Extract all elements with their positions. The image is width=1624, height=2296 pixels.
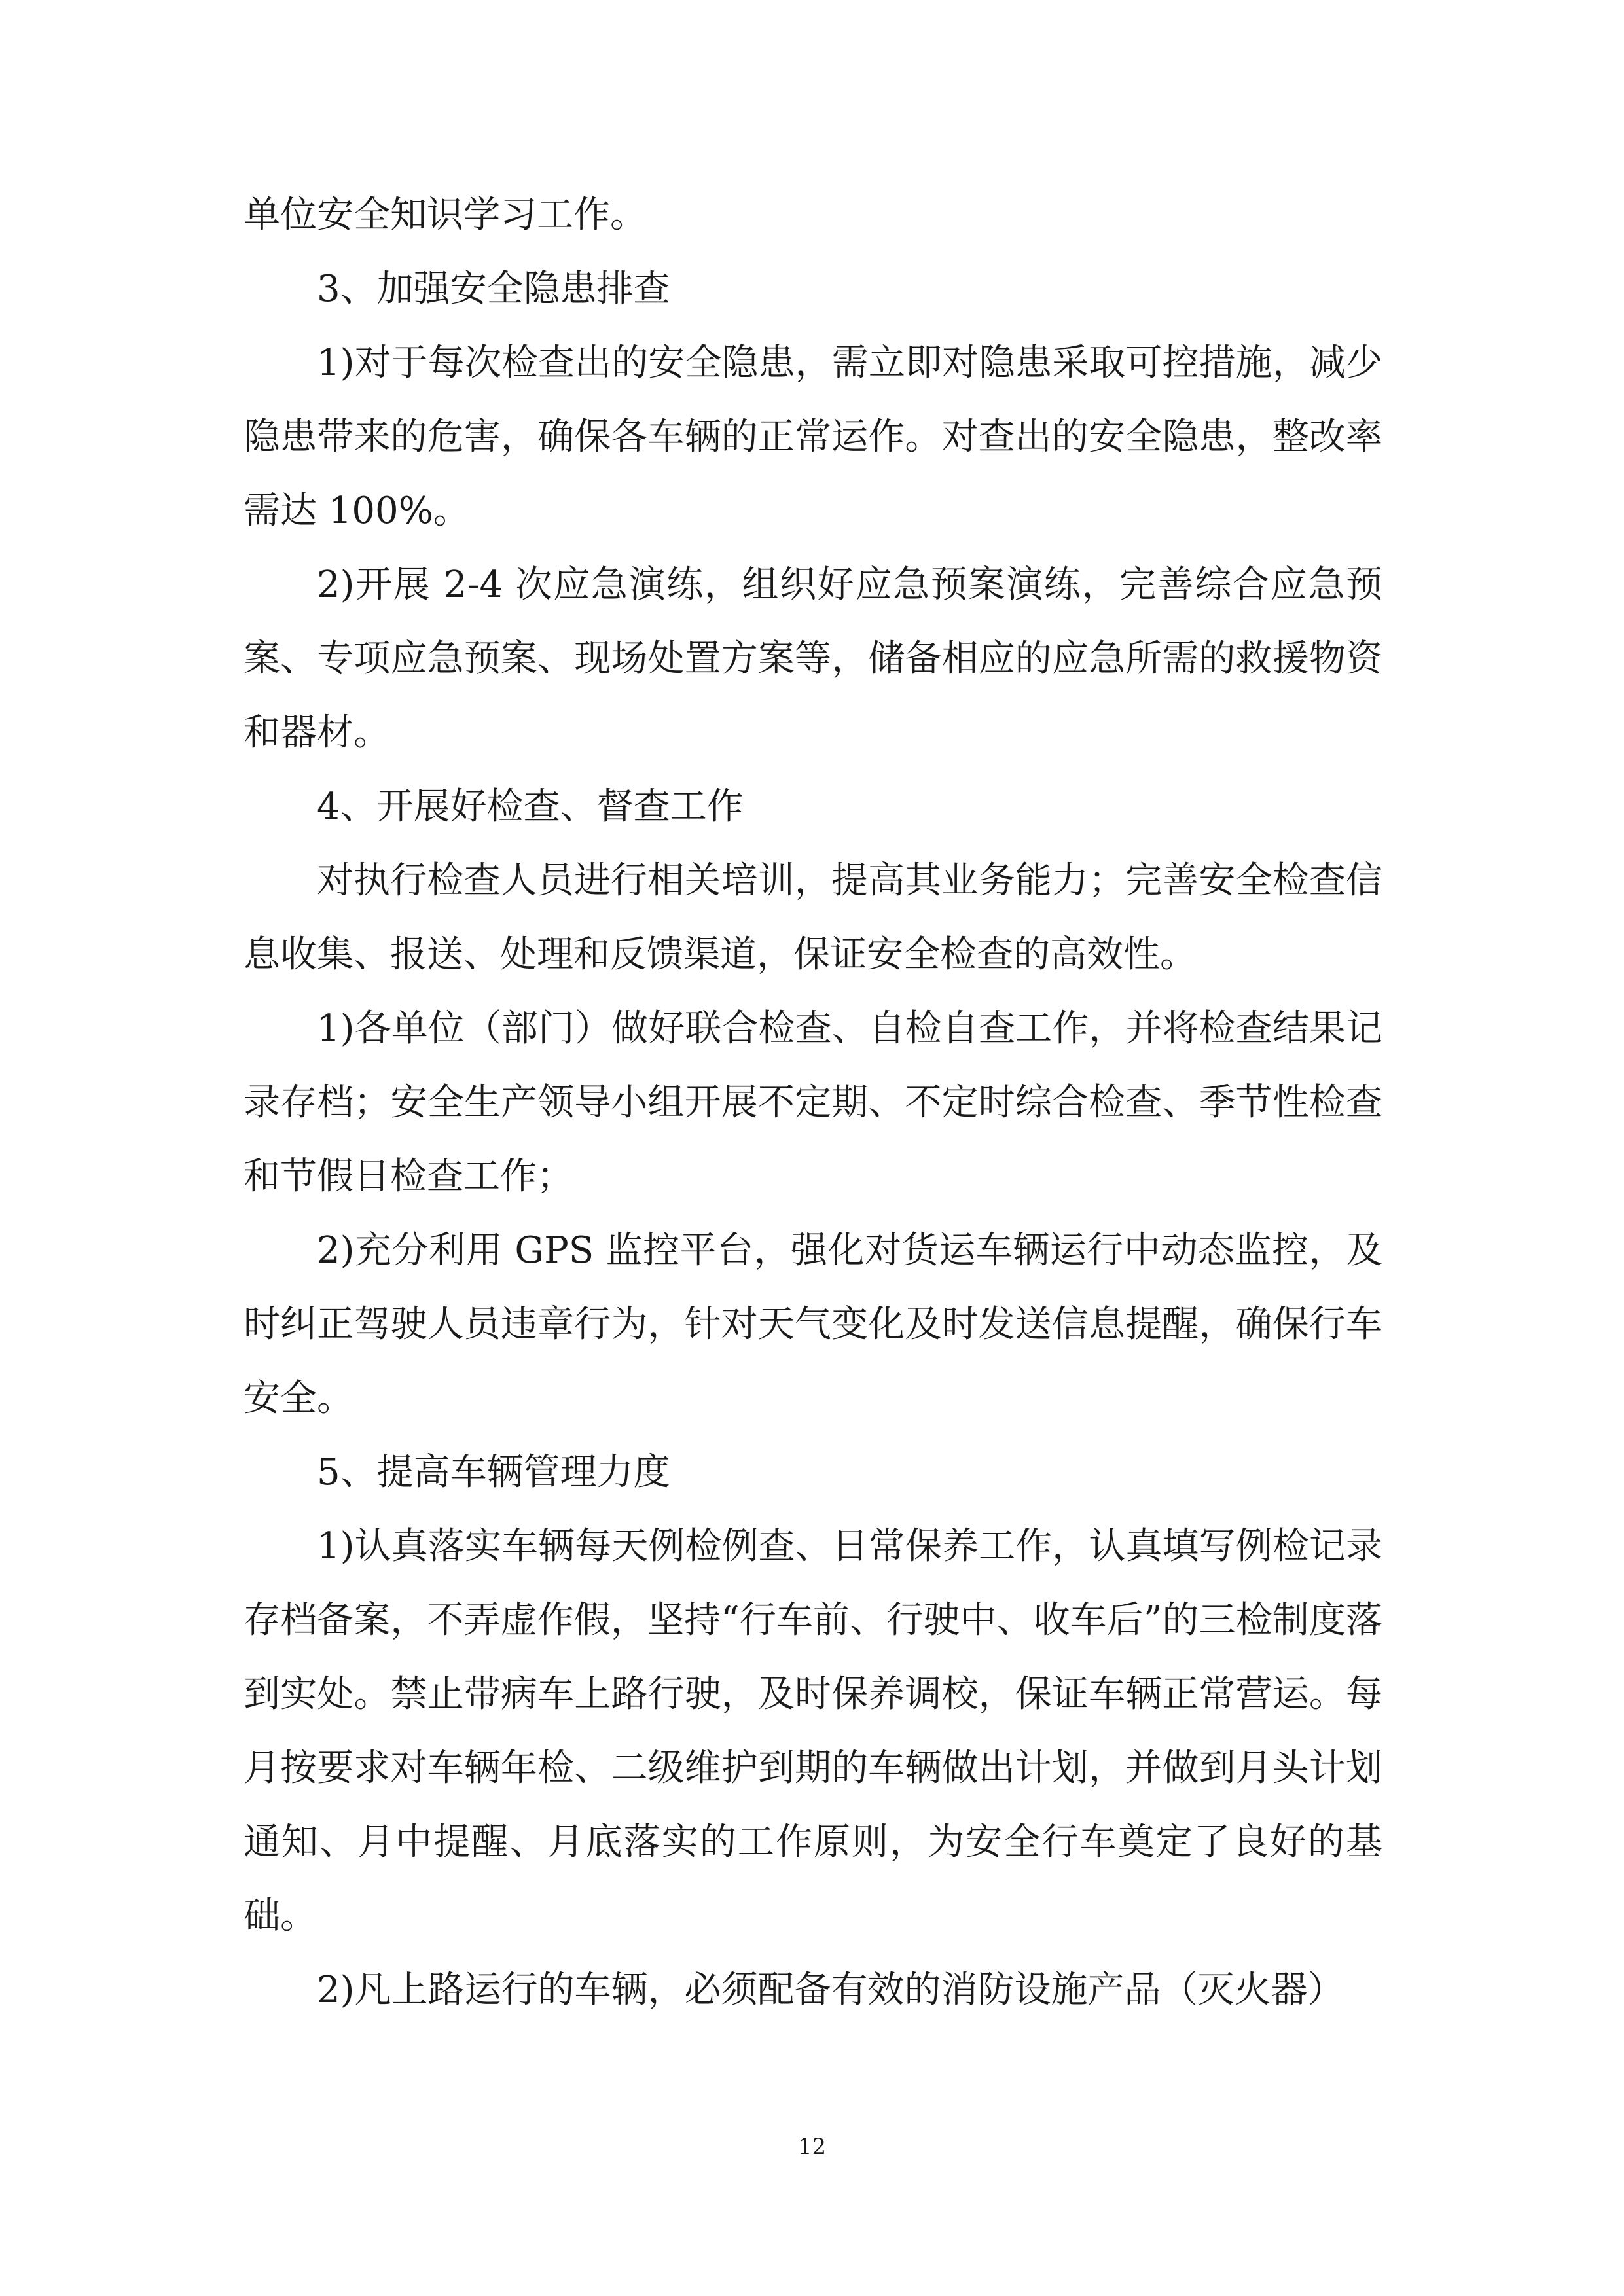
page-number: 12 [797,2134,827,2160]
paragraph-4-intro: 对执行检查人员进行相关培训，提高其业务能力；完善安全检查信息收集、报送、处理和反馈渠道，保证安全检查的高效性。 [244,859,1382,976]
paragraph-continuation: 单位安全知识学习工作。 [244,194,647,236]
paragraph-3-2: 2)开展 2-4 次应急演练，组织好应急预案演练，完善综合应急预案、专项应急预案、现场处置方案等，储备相应的应急所需的救援物资和器材。 [244,564,1382,754]
section-heading-3: 3、加强安全隐患排查 [317,268,670,310]
section-heading-4: 4、开展好检查、督查工作 [317,785,744,828]
paragraph-3-1: 1)对于每次检查出的安全隐患，需立即对隐患采取可控措施，减少隐患带来的危害，确保各车辆的正常运作。对查出的安全隐患，整改率需达 100%。 [244,342,1382,532]
paragraph-4-1: 1)各单位（部门）做好联合检查、自检自查工作，并将检查结果记录存档；安全生产领导小组开展不定期、不定时综合检查、季节性检查和节假日检查工作； [244,1007,1382,1198]
paragraph-5-2: 2)凡上路运行的车辆，必须配备有效的消防设施产品（灭火器） [317,1969,1344,2011]
section-heading-5: 5、提高车辆管理力度 [317,1451,670,1494]
paragraph-4-2: 2)充分利用 GPS 监控平台，强化对货运车辆运行中动态监控，及时纠正驾驶人员违章行为，针对天气变化及时发送信息提醒，确保行车安全。 [244,1229,1382,1420]
paragraph-5-1: 1)认真落实车辆每天例检例查、日常保养工作，认真填写例检记录存档备案，不弄虚作假，坚持“行车前、行驶中、收车后”的三检制度落到实处。禁止带病车上路行驶，及时保养调校，保证车辆正常营运。每月按要求对车辆年检、二级维护到期的车辆做出计划，并做到月头计划通知、月中提醒、月底落实的工作原则，为安全行车奠定了良好的基础。 [244,1525,1382,1937]
page-body [244,178,1382,2027]
